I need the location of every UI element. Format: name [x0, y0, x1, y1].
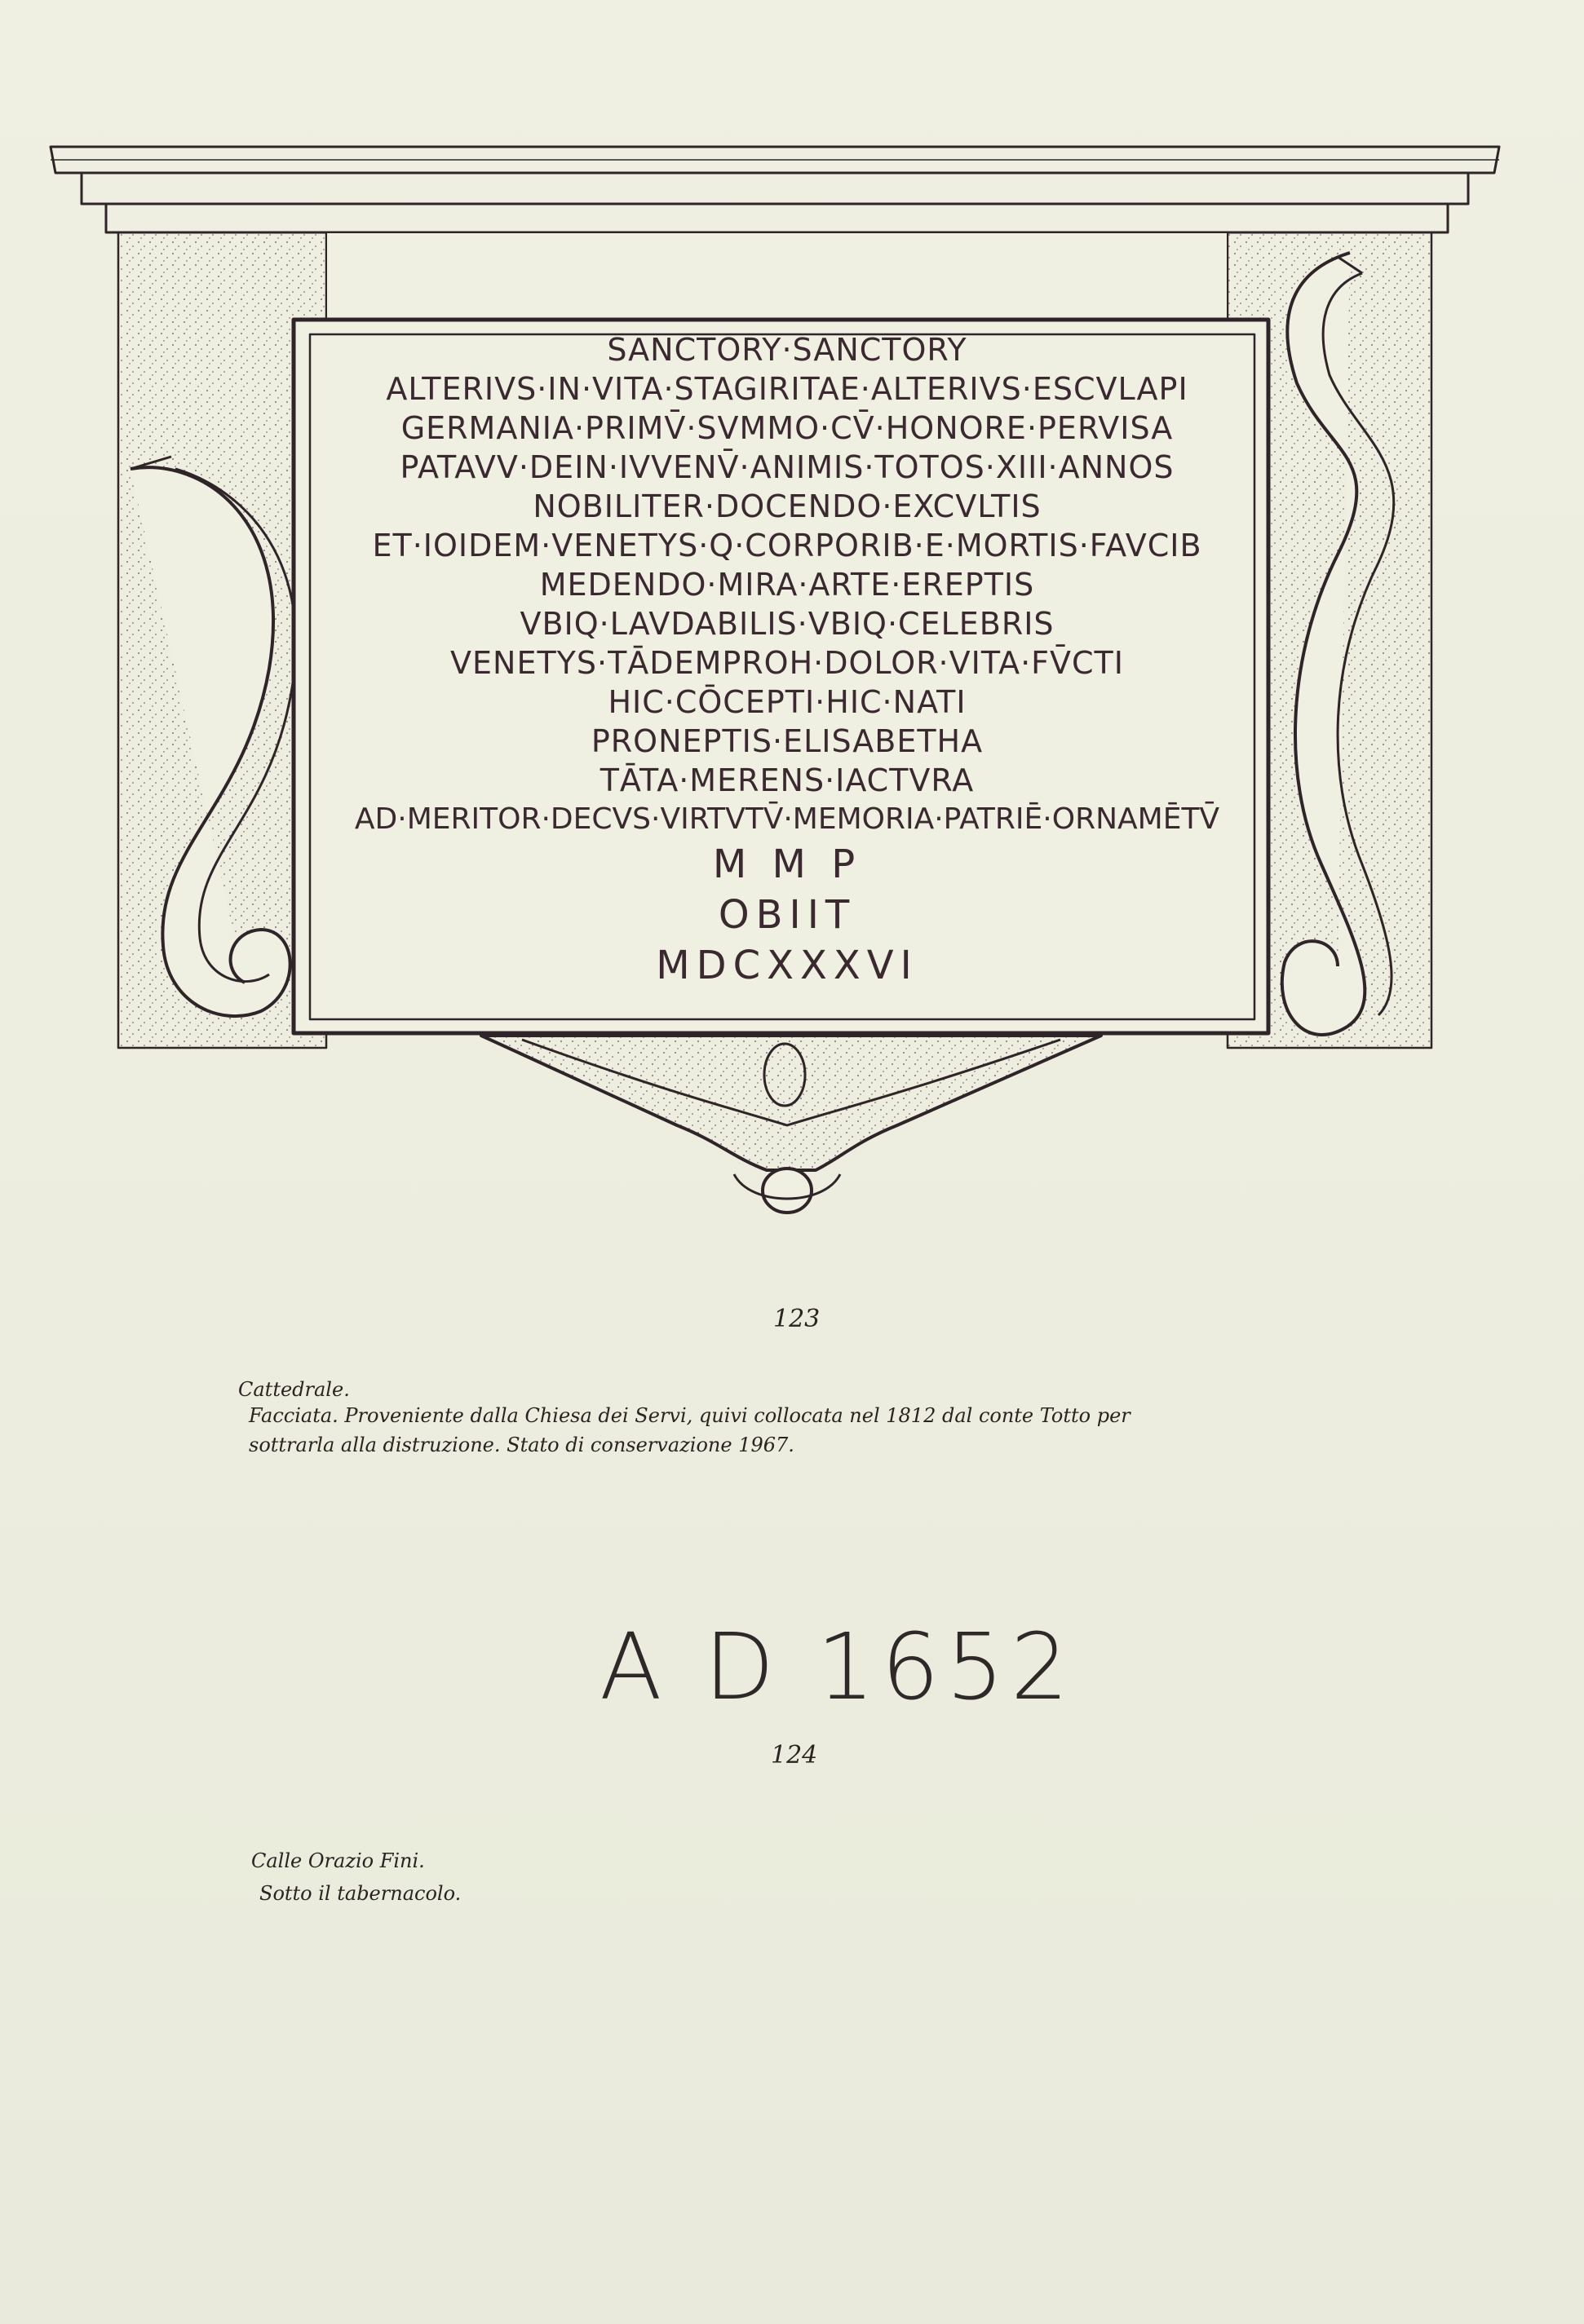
cornice-mid — [82, 173, 1468, 204]
plaque-inscription — [310, 330, 1264, 1019]
plate-number-124: 124 — [771, 1741, 818, 1770]
inscription-line: MEDENDO·MIRA·ARTE·EREPTIS — [539, 567, 1035, 603]
inscription-line: ALTERIVS·IN·VITA·STAGIRITAE·ALTERIVS·ESCVLAPI — [386, 371, 1188, 407]
caption-123-description: Facciata. Proveniente dalla Chiesa dei Servi, quivi collocata nel 1812 dal conte Totto per — [249, 1404, 1130, 1427]
inscription-line: M M P — [712, 842, 862, 887]
inscription-line: NOBILITER·DOCENDO·EXCVLTIS — [533, 488, 1042, 524]
caption-123-description-cont: sottrarla alla distruzione. Stato di conservazione 1967. — [249, 1434, 794, 1456]
inscription-line: AD·MERITOR·DECVS·VIRTVTV̄·MEMORIA·PATRIĒ·ORNAMĒTV̄ — [354, 802, 1220, 836]
inscription-line: HIC·CŌCEPTI·HIC·NATI — [608, 684, 967, 720]
inscription-line: VENETYS·TĀDEMPROH·DOLOR·VITA·FV̄CTI — [450, 645, 1124, 681]
inscription-line: OBIIT — [718, 892, 856, 938]
inscription-line: TĀTA·MERENS·IACTVRA — [600, 762, 975, 798]
inscription-line: GERMANIA·PRIMV̄·SVMMO·CV̄·HONORE·PERVISA — [400, 410, 1174, 446]
inscription-line: PRONEPTIS·ELISABETHA — [591, 723, 984, 759]
caption-124-location: Calle Orazio Fini. — [251, 1849, 425, 1872]
inscription-line: PATAVV·DEIN·IVVENV̄·ANIMIS·TOTOS·XIII·ANNOS — [400, 449, 1175, 485]
caption-123-location: Cattedrale. — [238, 1378, 350, 1401]
plate-number-123: 123 — [773, 1305, 821, 1333]
inscription-line: MDCXXXVI — [656, 943, 918, 988]
inscription-date-heading: A D 1652 — [600, 1615, 1076, 1721]
inscription-line: SANCTORY·SANCTORY — [607, 332, 967, 368]
inscription-line: VBIQ·LAVDABILIS·VBIQ·CELEBRIS — [520, 606, 1055, 642]
inscription-line: ET·IOIDEM·VENETYS·Q·CORPORIB·E·MORTIS·FAVCIB — [372, 528, 1202, 563]
cornice-low — [106, 204, 1448, 232]
caption-124-description: Sotto il tabernacolo. — [259, 1882, 462, 1905]
